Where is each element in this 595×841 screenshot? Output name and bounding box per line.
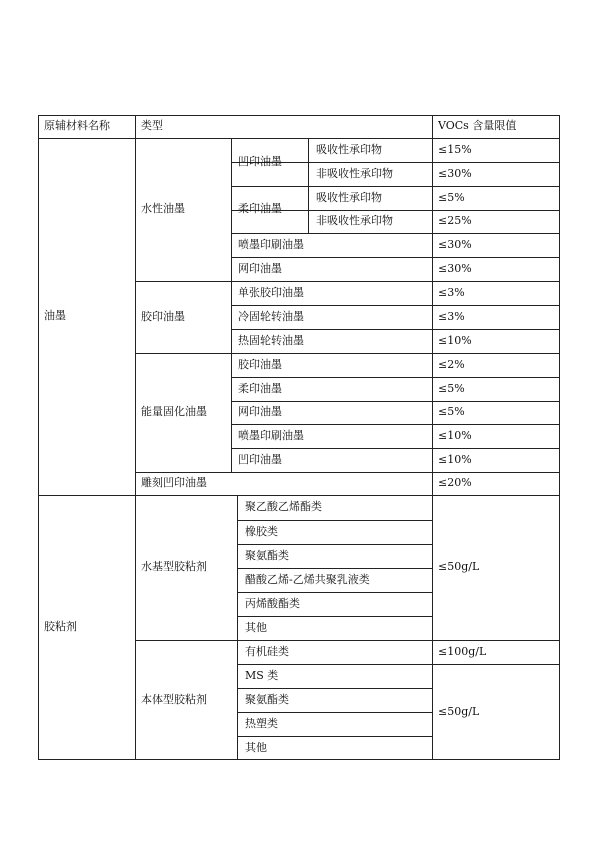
ink-energy-flexo: 柔印油墨 [238, 381, 282, 395]
adhesive-solventless-item: MS 类 [245, 668, 279, 682]
header-material: 原辅材料名称 [44, 119, 110, 133]
ink-water-gravure-nonabsorbent-limit: ≤30% [438, 166, 472, 180]
ink-engraved-gravure: 雕刻凹印油墨 [141, 476, 207, 490]
ink-offset-coldset-limit: ≤3% [438, 309, 465, 323]
grid-line-horizontal [237, 664, 560, 665]
adhesive-water-item: 醋酸乙烯-乙烯共聚乳液类 [245, 572, 370, 586]
ink-water-gravure-absorbent: 吸收性承印物 [316, 142, 382, 156]
ink-offset-sheetfed: 单张胶印油墨 [238, 285, 304, 299]
ink-water-inkjet-limit: ≤30% [438, 237, 472, 251]
category-ink: 油墨 [44, 309, 66, 323]
grid-line-vertical [135, 115, 136, 760]
grid-line-vertical [432, 115, 433, 760]
adhesive-solventless-limit: ≤50g/L [438, 704, 480, 718]
grid-line-horizontal [135, 281, 560, 282]
ink-energy-flexo-limit: ≤5% [438, 381, 465, 395]
ink-water-flexo-nonabsorbent-limit: ≤25% [438, 214, 472, 228]
adhesive-water-item: 聚乙酸乙烯酯类 [245, 500, 322, 514]
adhesive-water-limit: ≤50g/L [438, 560, 480, 574]
ink-energy-offset: 胶印油墨 [238, 357, 282, 371]
grid-line-vertical [308, 138, 309, 233]
ink-energy-offset-limit: ≤2% [438, 357, 465, 371]
category-adhesive: 胶粘剂 [44, 620, 77, 634]
ink-water-screen: 网印油墨 [238, 261, 282, 275]
adhesive-water-item: 聚氨酯类 [245, 548, 289, 562]
adhesive-solventless-item: 热塑类 [245, 716, 278, 730]
ink-offset-coldset: 冷固轮转油墨 [238, 309, 304, 323]
voc-limits-table [38, 115, 560, 760]
header-type: 类型 [141, 119, 163, 133]
adhesive-solventless: 本体型胶粘剂 [141, 692, 207, 706]
ink-water-flexo-absorbent-limit: ≤5% [438, 190, 465, 204]
ink-water-gravure-absorbent-limit: ≤15% [438, 142, 472, 156]
ink-water-screen-limit: ≤30% [438, 261, 472, 275]
header-limit: VOCs 含量限值 [438, 119, 517, 133]
grid-line-vertical [231, 138, 232, 472]
ink-water-flexo-nonabsorbent: 非吸收性承印物 [316, 214, 393, 228]
ink-offset-heatset: 热固轮转油墨 [238, 333, 304, 347]
ink-offset: 胶印油墨 [141, 309, 185, 323]
ink-water-inkjet: 喷墨印刷油墨 [238, 237, 304, 251]
ink-water-flexo: 柔印油墨 [238, 202, 282, 216]
ink-offset-heatset-limit: ≤10% [438, 333, 472, 347]
adhesive-silicone-limit: ≤100g/L [438, 644, 487, 658]
adhesive-water-based: 水基型胶粘剂 [141, 560, 207, 574]
adhesive-solventless-item: 其他 [245, 740, 267, 754]
adhesive-water-item: 其他 [245, 620, 267, 634]
grid-line-horizontal [38, 759, 560, 760]
adhesive-solventless-item: 聚氨酯类 [245, 692, 289, 706]
grid-line-vertical [38, 115, 39, 760]
ink-water-gravure-nonabsorbent: 非吸收性承印物 [316, 166, 393, 180]
ink-water-based: 水性油墨 [141, 202, 185, 216]
ink-water-gravure: 凹印油墨 [238, 154, 282, 168]
adhesive-water-item: 橡胶类 [245, 524, 278, 538]
ink-offset-sheetfed-limit: ≤3% [438, 285, 465, 299]
ink-energy-screen-limit: ≤5% [438, 405, 465, 419]
ink-energy-curing: 能量固化油墨 [141, 405, 207, 419]
adhesive-silicone: 有机硅类 [245, 644, 289, 658]
ink-energy-inkjet: 喷墨印刷油墨 [238, 428, 304, 442]
grid-line-vertical [237, 495, 238, 760]
grid-line-vertical [559, 115, 560, 760]
grid-line-horizontal [38, 138, 560, 139]
ink-energy-inkjet-limit: ≤10% [438, 428, 472, 442]
ink-energy-screen: 网印油墨 [238, 405, 282, 419]
ink-energy-gravure-limit: ≤10% [438, 452, 472, 466]
ink-water-flexo-absorbent: 吸收性承印物 [316, 190, 382, 204]
adhesive-water-item: 丙烯酸酯类 [245, 596, 300, 610]
ink-engraved-gravure-limit: ≤20% [438, 476, 472, 490]
ink-energy-gravure: 凹印油墨 [238, 452, 282, 466]
